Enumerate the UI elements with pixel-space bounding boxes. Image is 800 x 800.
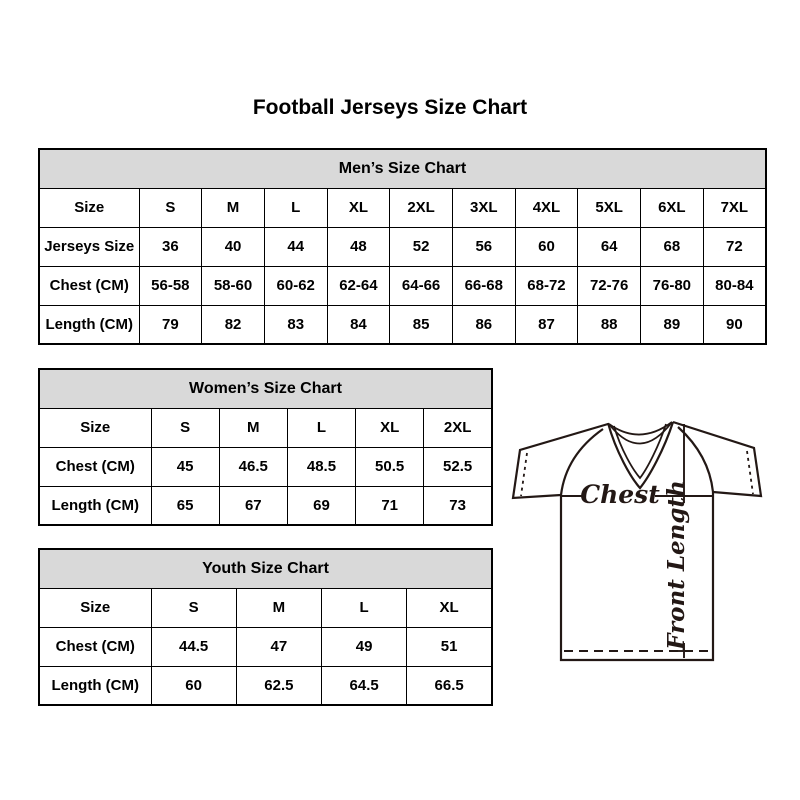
table-cell: 48.5: [287, 447, 355, 486]
measurement-lines: [561, 424, 713, 658]
table-title: Youth Size Chart: [39, 549, 492, 588]
size-column-header: M: [202, 188, 265, 227]
table-cell: 48: [327, 227, 390, 266]
table-cell: 67: [219, 486, 287, 525]
row-label: Size: [39, 188, 139, 227]
v-neck-inner: [614, 424, 666, 478]
size-column-header: M: [219, 408, 287, 447]
table-cell: 76-80: [641, 266, 704, 305]
table-cell: 66-68: [452, 266, 515, 305]
mens-size-chart-table: [38, 148, 767, 345]
row-label: Size: [39, 408, 151, 447]
size-column-header: 7XL: [703, 188, 766, 227]
jersey-outline-shape: [513, 422, 761, 660]
size-column-header: S: [151, 408, 219, 447]
size-column-header: XL: [327, 188, 390, 227]
size-header-row: [39, 408, 492, 447]
row-label: Chest (CM): [39, 627, 151, 666]
table-row: [39, 305, 766, 344]
right-cuff-stitch: [747, 451, 753, 494]
size-column-header: S: [151, 588, 236, 627]
table-cell: 64: [578, 227, 641, 266]
table-cell: 50.5: [356, 447, 424, 486]
table-title-row: [39, 549, 492, 588]
table-cell: 51: [407, 627, 492, 666]
table-cell: 82: [202, 305, 265, 344]
table-cell: 62.5: [236, 666, 321, 705]
table-cell: 68: [641, 227, 704, 266]
table-cell: 62-64: [327, 266, 390, 305]
size-column-header: XL: [356, 408, 424, 447]
table-cell: 45: [151, 447, 219, 486]
size-column-header: 5XL: [578, 188, 641, 227]
womens-size-chart-table: [38, 368, 493, 526]
table-cell: 58-60: [202, 266, 265, 305]
table-row: [39, 627, 492, 666]
table-row: [39, 666, 492, 705]
size-column-header: 2XL: [390, 188, 453, 227]
table-cell: 87: [515, 305, 578, 344]
table-cell: 85: [390, 305, 453, 344]
table-cell: 68-72: [515, 266, 578, 305]
table-cell: 79: [139, 305, 202, 344]
size-column-header: S: [139, 188, 202, 227]
table-cell: 72: [703, 227, 766, 266]
table-row: [39, 447, 492, 486]
table-cell: 65: [151, 486, 219, 525]
table-cell: 84: [327, 305, 390, 344]
table-cell: 56-58: [139, 266, 202, 305]
table-cell: 73: [424, 486, 492, 525]
size-column-header: 4XL: [515, 188, 578, 227]
table-cell: 36: [139, 227, 202, 266]
size-column-header: 6XL: [641, 188, 704, 227]
youth-size-chart-table: [38, 548, 493, 706]
table-cell: 64-66: [390, 266, 453, 305]
table-cell: 90: [703, 305, 766, 344]
table-cell: 60-62: [264, 266, 327, 305]
left-cuff-stitch: [521, 453, 527, 496]
table-cell: 89: [641, 305, 704, 344]
size-column-header: XL: [407, 588, 492, 627]
row-label: Length (CM): [39, 666, 151, 705]
table-cell: 66.5: [407, 666, 492, 705]
table-title-row: [39, 149, 766, 188]
size-column-header: L: [264, 188, 327, 227]
table-cell: 60: [515, 227, 578, 266]
size-column-header: L: [322, 588, 407, 627]
table-cell: 60: [151, 666, 236, 705]
table-cell: 47: [236, 627, 321, 666]
table-title: Men’s Size Chart: [39, 149, 766, 188]
table-cell: 44: [264, 227, 327, 266]
table-row: [39, 486, 492, 525]
chest-measure-label: Chest: [580, 480, 660, 509]
table-cell: 52.5: [424, 447, 492, 486]
table-row: [39, 227, 766, 266]
row-label: Length (CM): [39, 305, 139, 344]
size-column-header: M: [236, 588, 321, 627]
table-row: [39, 266, 766, 305]
size-column-header: 3XL: [452, 188, 515, 227]
row-label: Length (CM): [39, 486, 151, 525]
table-cell: 44.5: [151, 627, 236, 666]
row-label: Jerseys Size: [39, 227, 139, 266]
table-cell: 52: [390, 227, 453, 266]
table-cell: 80-84: [703, 266, 766, 305]
table-cell: 56: [452, 227, 515, 266]
size-column-header: L: [287, 408, 355, 447]
row-label: Chest (CM): [39, 266, 139, 305]
size-header-row: [39, 588, 492, 627]
table-cell: 88: [578, 305, 641, 344]
table-cell: 71: [356, 486, 424, 525]
front-length-measure-label: Front Length: [663, 480, 690, 650]
table-cell: 64.5: [322, 666, 407, 705]
table-cell: 46.5: [219, 447, 287, 486]
size-column-header: 2XL: [424, 408, 492, 447]
page-title: Football Jerseys Size Chart: [252, 96, 528, 119]
table-title: Women’s Size Chart: [39, 369, 492, 408]
row-label: Chest (CM): [39, 447, 151, 486]
table-cell: 40: [202, 227, 265, 266]
table-title-row: [39, 369, 492, 408]
row-label: Size: [39, 588, 151, 627]
size-header-row: [39, 188, 766, 227]
table-cell: 83: [264, 305, 327, 344]
table-cell: 72-76: [578, 266, 641, 305]
jersey-diagram: [505, 408, 767, 670]
table-cell: 69: [287, 486, 355, 525]
table-cell: 86: [452, 305, 515, 344]
table-cell: 49: [322, 627, 407, 666]
